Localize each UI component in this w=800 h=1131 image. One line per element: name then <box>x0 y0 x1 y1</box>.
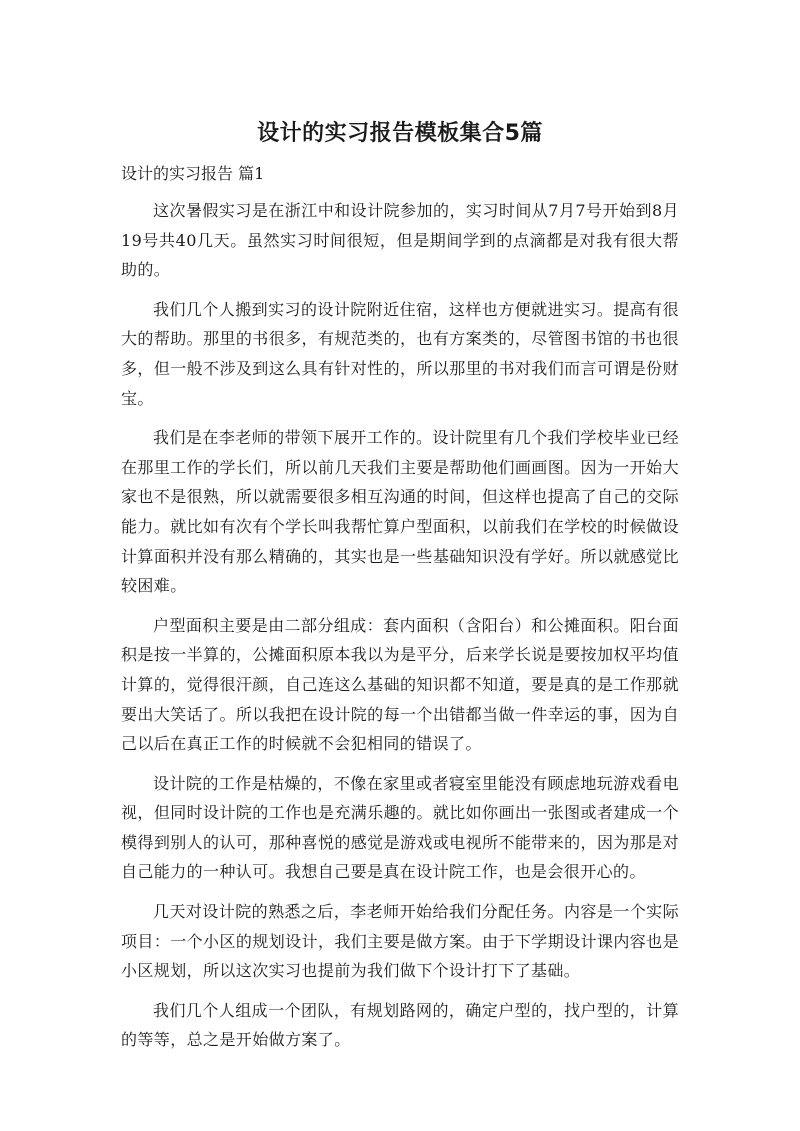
document-title: 设计的实习报告模板集合5篇 <box>257 121 543 146</box>
paragraph: 我们是在李老师的带领下展开工作的。设计院里有几个我们学校毕业已经在那里工作的学长们，所以前几天我们主要是帮助他们画画图。因为一开始大家也不是很熟，所以就需要很多相互沟通的时间，但这样也提高了自己的交际能力。就比如有次有个学长叫我帮忙算户型面积，以前我们在学校的时候做设计算面积并没有那么精确的，其实也是一些基础知识没有学好。所以就感觉比较困难。 <box>121 428 679 596</box>
paragraph: 我们几个人搬到实习的设计院附近住宿，这样也方便就进实习。提高有很大的帮助。那里的书很多，有规范类的，也有方案类的，尽管图书馆的书也很多，但一般不涉及到这么具有针对性的，所以那里的书对我们而言可谓是份财宝。 <box>121 299 679 408</box>
paragraph: 设计院的工作是枯燥的，不像在家里或者寝室里能没有顾虑地玩游戏看电视，但同时设计院的工作也是充满乐趣的。就比如你画出一张图或者建成一个模得到别人的认可，那种喜悦的感觉是游戏或电视所不能带来的，因为那是对自己能力的一种认可。我想自己要是真在设计院工作，也是会很开心的。 <box>121 773 679 882</box>
section-heading: 设计的实习报告 篇1 <box>121 164 265 183</box>
paragraph: 我们几个人组成一个团队，有规划路网的，确定户型的，找户型的，计算的等等，总之是开始做方案了。 <box>121 1000 679 1050</box>
document-body <box>121 196 679 1065</box>
paragraph: 这次暑假实习是在浙江中和设计院参加的，实习时间从7月7号开始到8月19号共40几天。虽然实习时间很短，但是期间学到的点滴都是对我有很大帮助的。 <box>121 201 679 280</box>
paragraph: 户型面积主要是由二部分组成：套内面积（含阳台）和公摊面积。阳台面积是按一半算的，公摊面积原本我以为是平分，后来学长说是要按加权平均值计算的，觉得很汗颜，自己连这么基础的知识都不知道，要是真的是工作那就要出大笑话了。所以我把在设计院的每一个出错都当做一件幸运的事，因为自己以后在真正工作的时候就不会犯相同的错误了。 <box>121 615 679 754</box>
paragraph: 几天对设计院的熟悉之后，李老师开始给我们分配任务。内容是一个实际项目：一个小区的规划设计，我们主要是做方案。由于下学期设计课内容也是小区规划，所以这次实习也提前为我们做下个设计打下了基础。 <box>121 902 679 981</box>
